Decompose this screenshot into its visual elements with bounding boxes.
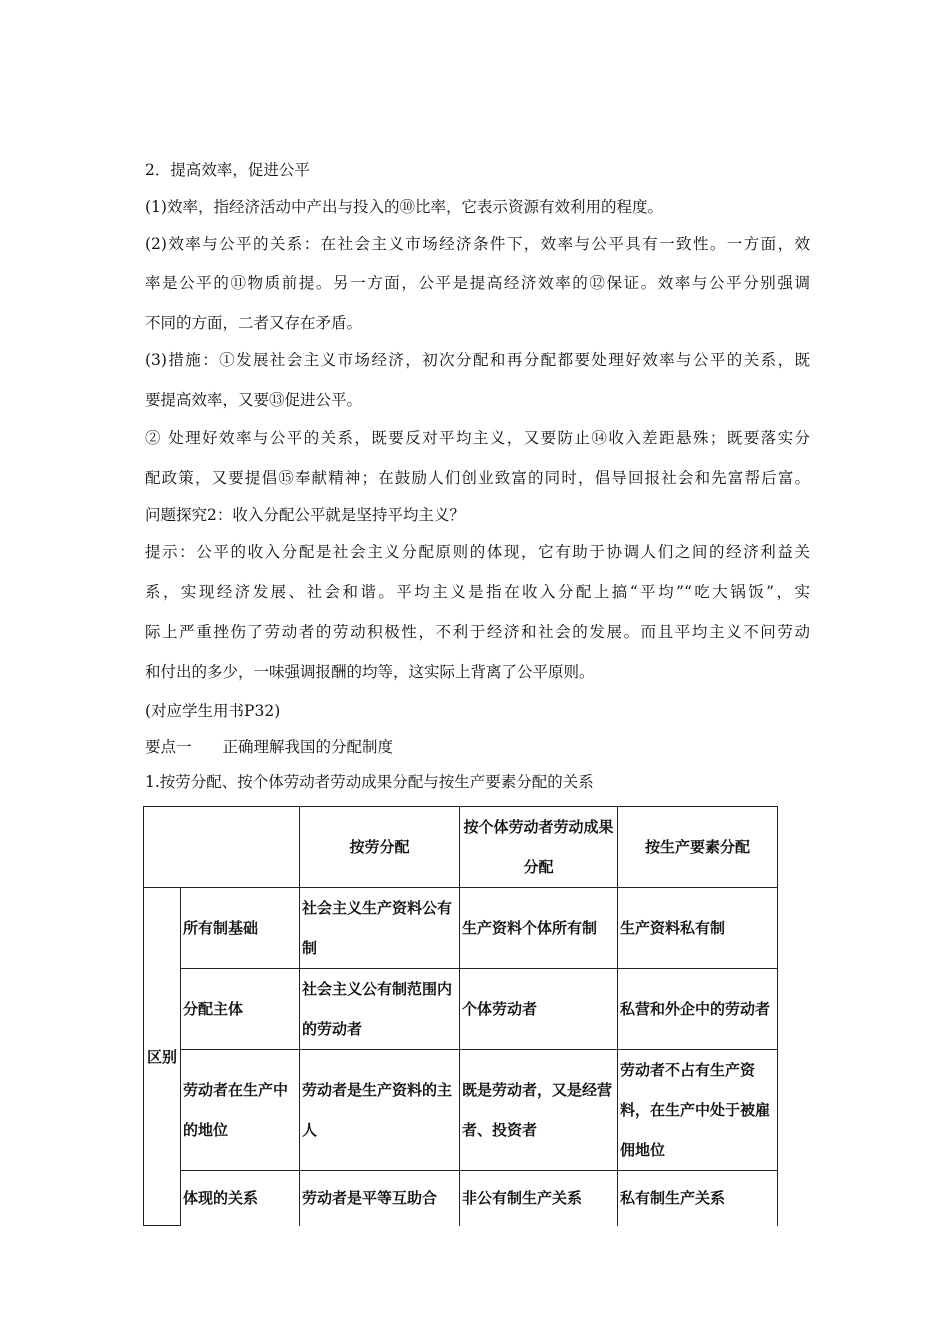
measures-paragraph-line-1: (3)措施：①发展社会主义市场经济，初次分配和再分配都要处理好效率与公平的关系，既 [145,351,810,369]
hint-line-3: 际上严重挫伤了劳动者的劳动积极性，不利于经济和社会的发展。而且平均主义不问劳动 [145,623,810,641]
row-label: 所有制基础 [181,888,300,969]
measures-item-2-line-2: 配政策，又要提倡⑮奉献精神；在鼓励人们创业致富的同时，倡导回报社会和先富帮后富。 [145,469,810,487]
measures-item-2-line-1: ② 处理好效率与公平的关系，既要反对平均主义，又要防止⑭收入差距悬殊；既要落实分 [145,429,810,447]
key-point-1-heading: 要点一 正确理解我国的分配制度 [145,738,394,756]
hint-line-4: 和付出的多少，一味强调报酬的均等，这实际上背离了公平原则。 [145,663,595,681]
table-cell: 劳动者不占有生产资料，在生产中处于被雇佣地位 [618,1050,778,1171]
table-row-relation [144,1171,778,1226]
table-row-ownership [144,888,778,969]
table-cell: 私营和外企中的劳动者 [618,969,778,1050]
relation-paragraph-line-2: 率是公平的⑪物质前提。另一方面，公平是提高经济效率的⑫保证。效率与公平分别强调 [145,274,810,292]
section-2-title: 2．提高效率，促进公平 [145,161,310,179]
table-cell: 社会主义生产资料公有制 [300,888,460,969]
relation-paragraph-line-1: (2)效率与公平的关系：在社会主义市场经济条件下，效率与公平具有一致性。一方面，效 [145,235,810,253]
row-label: 劳动者在生产中的地位 [181,1050,300,1171]
table-title: 1.按劳分配、按个体劳动者劳动成果分配与按生产要素分配的关系 [145,773,594,791]
table-header-row [144,807,778,888]
table-cell: 非公有制生产关系 [460,1171,618,1226]
question-2-title: 问题探究2：收入分配公平就是坚持平均主义？ [145,506,465,524]
table-corner-cell [144,807,300,888]
hint-line-2: 系，实现经济发展、社会和谐。平均主义是指在收入分配上搞“平均”“吃大锅饭”，实 [145,583,810,601]
table-cell: 生产资料私有制 [618,888,778,969]
header-factor-distribution: 按生产要素分配 [618,807,778,888]
table-cell: 私有制生产关系 [618,1171,778,1226]
table-cell: 生产资料个体所有制 [460,888,618,969]
row-label: 体现的关系 [181,1171,300,1226]
book-reference: (对应学生用书P32) [145,702,281,720]
hint-line-1: 提示：公平的收入分配是社会主义分配原则的体现，它有助于协调人们之间的经济利益关 [145,543,810,561]
table-row-status [144,1050,778,1171]
table-cell: 个体劳动者 [460,969,618,1050]
table-cell: 既是劳动者，又是经营者、投资者 [460,1050,618,1171]
table-row-subject [144,969,778,1050]
table-cell: 劳动者是生产资料的主人 [300,1050,460,1171]
efficiency-definition: (1)效率，指经济活动中产出与投入的⑩比率，它表示资源有效利用的程度。 [145,198,663,216]
measures-paragraph-line-2: 要提高效率，又要⑬促进公平。 [145,391,363,409]
distribution-comparison-table [143,806,778,1226]
row-label: 分配主体 [181,969,300,1050]
table-cell: 社会主义公有制范围内的劳动者 [300,969,460,1050]
table-cell: 劳动者是平等互助合 [300,1171,460,1226]
relation-paragraph-line-3: 不同的方面，二者又存在矛盾。 [145,314,363,332]
header-individual-distribution: 按个体劳动者劳动成果分配 [460,807,618,888]
header-labor-distribution: 按劳分配 [300,807,460,888]
group-label-difference: 区别 [144,888,181,1226]
